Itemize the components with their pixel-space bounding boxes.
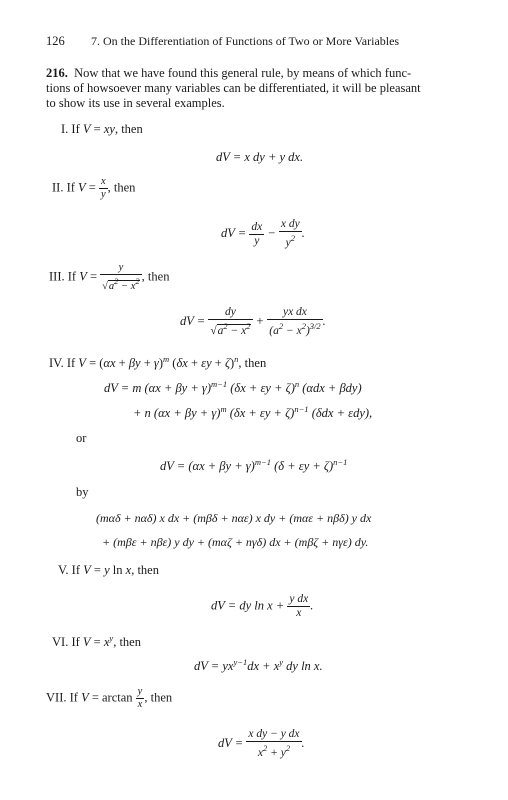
example-2-numeral: II. <box>52 180 64 195</box>
connector-or: or <box>76 431 87 445</box>
article-number: 216. <box>46 66 68 80</box>
fraction-y-over-x: $\frac{y}{x}$ <box>137 686 143 710</box>
example-3-heading: III. If V = $\frac{y}{√a^2 - x^2}$ , then <box>49 262 170 292</box>
fraction-x-over-y: $\frac{x}{y}$ <box>100 176 106 200</box>
equation-5: dV = dy ln x + $\frac{\text{y dx}}{x}$ . <box>211 593 314 619</box>
fraction-y-over-sqrt: $\frac{y}{√a^2 - x^2}$ <box>102 262 140 292</box>
example-1-heading: I. If V = xy, then <box>61 122 143 136</box>
example-5-heading: V. If V = y ln x, then <box>58 563 159 577</box>
equation-4-line-2: + n $(\alpha x + \beta y + \gamma)^m$ $(\delta x + \varepsilon y + \zeta)^{n-1}$ (δdx + εdy), <box>133 404 373 420</box>
example-7-heading: VII. If V = arctan $\frac{y}{x}$ , then <box>46 686 173 710</box>
article-paragraph <box>46 66 466 111</box>
equation-2: dV = $\frac{dx}{y}$ − $\frac{\text{x dy}}{y^2}$ . <box>221 218 305 249</box>
equation-4-by-line-1: (mαδ + nαδ) x dx + (mβδ + nαε) x dy + (mαε + nβδ) y dx <box>96 511 372 525</box>
connector-by: by <box>76 485 89 499</box>
example-4-numeral: IV. <box>49 356 64 370</box>
equation-4-line-1: dV = m $(\alpha x + \beta y + \gamma)^{m-1}$ $(\delta x + \varepsilon y + \zeta)^n$ (αdx + βdy) <box>104 379 362 395</box>
example-3-numeral: III. <box>49 269 65 284</box>
example-7-numeral: VII. <box>46 690 67 705</box>
example-4-heading: IV. If $V = (\alpha x + \beta y + \gamma)^m$ $(\delta x + \varepsilon y + \zeta)^n$, then <box>49 354 267 370</box>
example-6-numeral: VI. <box>52 635 69 649</box>
equation-4-alt: dV = $(\alpha x + \beta y + \gamma)^{m-1}$ $(\delta + \varepsilon y + \zeta)^{n-1}$ <box>160 457 348 473</box>
running-title: 7. On the Differentiation of Functions of Two or More Variables <box>91 34 400 48</box>
page-number: 126 <box>46 34 65 48</box>
article-text-line-3: to show its use in several examples. <box>46 96 225 110</box>
example-5-numeral: V. <box>58 563 69 577</box>
equation-7: dV = $\frac{\text{x dy − y dx}}{x^2 + y^2}$ . <box>218 728 305 759</box>
article-text-line-2: tions of howsoever many variables can be differentiated, it will be pleasant <box>46 81 421 95</box>
equation-4-by-line-2: + (mβε + nβε) y dy + (mαζ + nγδ) dx + (mβζ + nγε) dy. <box>102 535 369 549</box>
example-1-numeral: I. <box>61 122 69 136</box>
equation-1: dV = x dy + y dx. <box>216 150 304 164</box>
article-text-line-1: Now that we have found this general rule, by means of which func- <box>74 66 412 80</box>
example-6-heading: VI. If $V = x^y$, then <box>52 633 141 649</box>
example-2-heading: II. If V = $\frac{x}{y}$ , then <box>52 176 136 200</box>
equation-3: dV = $\frac{dy}{√a^2 - x^2}$ + $\frac{\text{yx dx}}{(a^2 - x^2)^{3/2}}$ . <box>180 306 326 337</box>
equation-6: dV = $yx^{y-1}dx + x^y$ dy ln x. <box>194 657 323 673</box>
